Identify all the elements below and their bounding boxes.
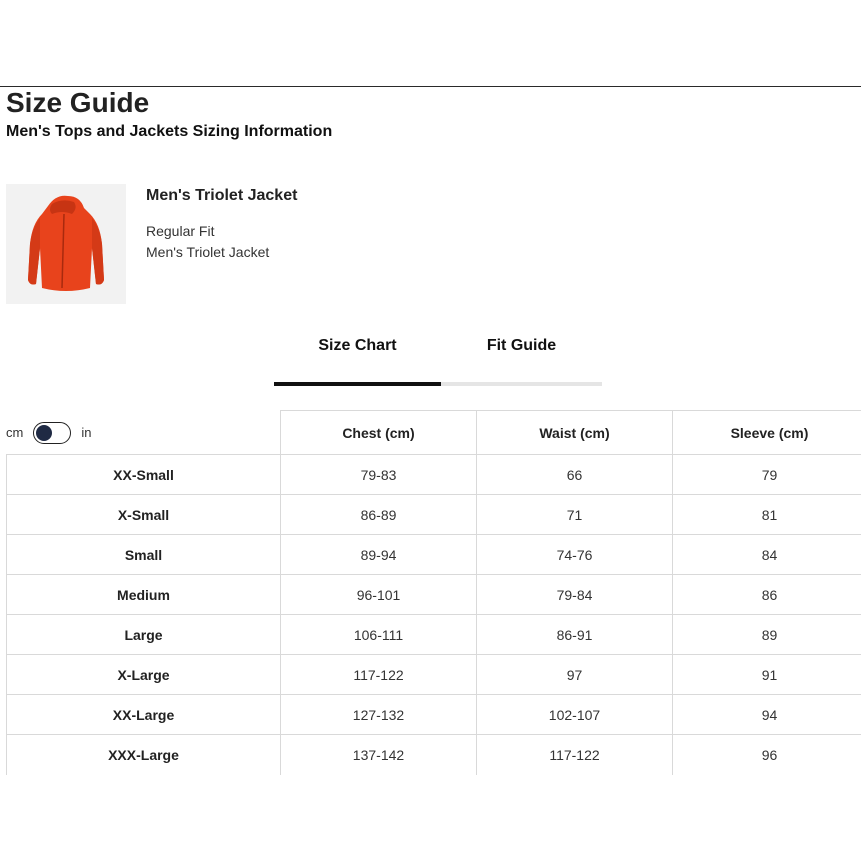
table-row <box>7 575 861 615</box>
size-label: Large <box>7 615 281 655</box>
product-image <box>6 184 126 304</box>
product-name: Men's Triolet Jacket <box>146 187 298 204</box>
unit-toggle <box>6 420 91 446</box>
page-title: Size Guide <box>6 87 150 118</box>
table-row <box>7 655 861 695</box>
waist-value: 66 <box>477 455 673 495</box>
column-header-waist: Waist (cm) <box>477 411 673 455</box>
tab-size-chart[interactable]: Size Chart <box>318 337 397 354</box>
size-label: X-Small <box>7 495 281 535</box>
chest-value: 137-142 <box>281 735 477 775</box>
page-subtitle: Men's Tops and Jackets Sizing Information <box>6 123 333 140</box>
waist-value: 117-122 <box>477 735 673 775</box>
table-row <box>7 455 861 495</box>
waist-value: 97 <box>477 655 673 695</box>
size-label: XX-Small <box>7 455 281 495</box>
waist-value: 86-91 <box>477 615 673 655</box>
size-label: X-Large <box>7 655 281 695</box>
waist-value: 71 <box>477 495 673 535</box>
chest-value: 79-83 <box>281 455 477 495</box>
sleeve-value: 96 <box>673 735 861 775</box>
product-fit: Regular Fit <box>146 223 215 239</box>
switch-knob <box>36 425 52 441</box>
table-row <box>7 615 861 655</box>
unit-label-cm: cm <box>6 425 24 440</box>
size-label: XX-Large <box>7 695 281 735</box>
table-header-row <box>7 411 861 455</box>
sleeve-value: 84 <box>673 535 861 575</box>
size-chart-table <box>6 410 861 775</box>
unit-label-in: in <box>81 425 92 440</box>
chest-value: 89-94 <box>281 535 477 575</box>
chest-value: 127-132 <box>281 695 477 735</box>
sleeve-value: 79 <box>673 455 861 495</box>
size-label: Small <box>7 535 281 575</box>
sleeve-value: 91 <box>673 655 861 695</box>
table-row <box>7 735 861 775</box>
chest-value: 96-101 <box>281 575 477 615</box>
sleeve-value: 94 <box>673 695 861 735</box>
chest-value: 86-89 <box>281 495 477 535</box>
product-line: Men's Triolet Jacket <box>146 244 270 260</box>
active-tab-indicator <box>274 382 441 386</box>
chest-value: 106-111 <box>281 615 477 655</box>
column-header-sleeve: Sleeve (cm) <box>673 411 861 455</box>
table-row <box>7 695 861 735</box>
waist-value: 102-107 <box>477 695 673 735</box>
table-row <box>7 535 861 575</box>
column-header-chest: Chest (cm) <box>281 411 477 455</box>
sleeve-value: 81 <box>673 495 861 535</box>
waist-value: 74-76 <box>477 535 673 575</box>
sleeve-value: 89 <box>673 615 861 655</box>
sleeve-value: 86 <box>673 575 861 615</box>
waist-value: 79-84 <box>477 575 673 615</box>
size-label: XXX-Large <box>7 735 281 775</box>
tab-fit-guide[interactable]: Fit Guide <box>486 337 557 354</box>
chest-value: 117-122 <box>281 655 477 695</box>
unit-switch[interactable] <box>33 422 71 444</box>
size-label: Medium <box>7 575 281 615</box>
table-row <box>7 495 861 535</box>
orange-jacket-icon <box>6 184 126 304</box>
